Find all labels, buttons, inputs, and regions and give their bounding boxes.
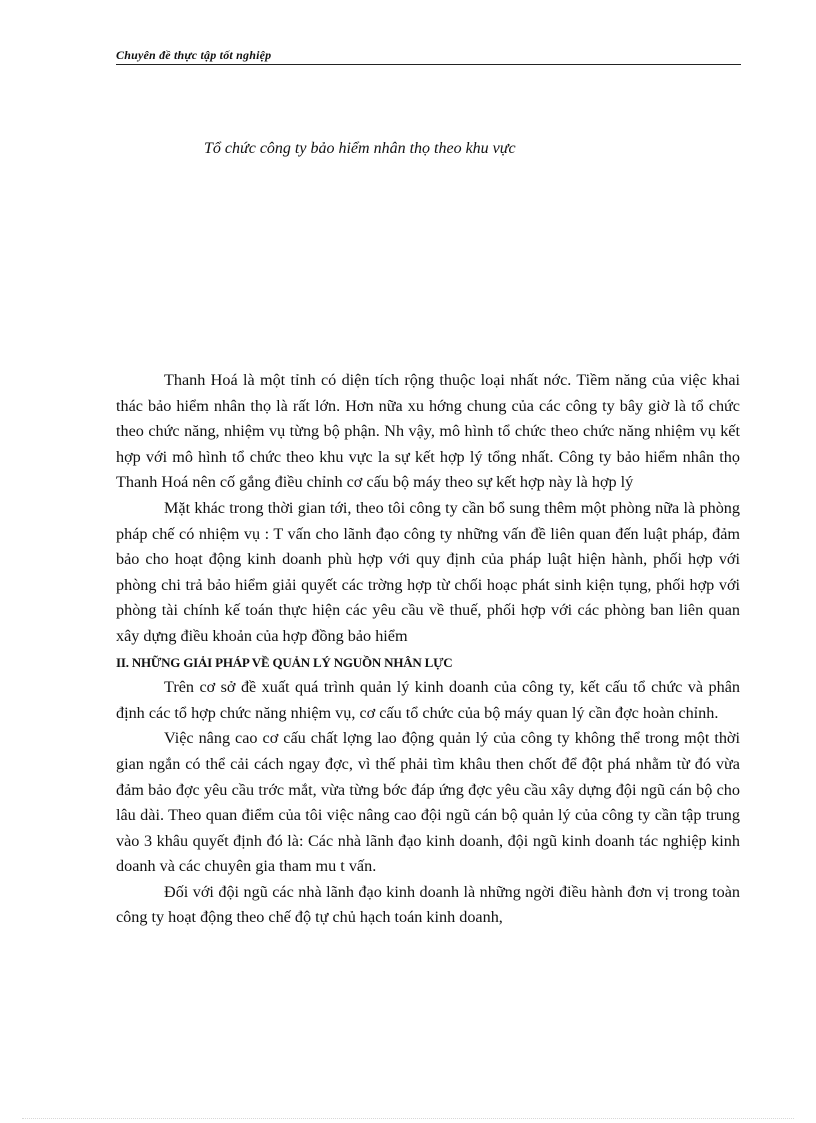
paragraph-2: Mặt khác trong thời gian tới, theo tôi công ty cần bổ sung thêm một phòng nữa là phòng pháp chế có nhiệm vụ : T vấn cho lãnh đạo công ty những vấn đề liên quan đến luật pháp, đảm bảo cho hoạt động kinh doanh phù hợp với quy định của pháp luật hiện hành, phối hợp với phòng chi trả bảo hiểm giải quyết các trờng hợp từ chối hoạc phát sinh kiện tụng, phối hợp với phòng tài chính kế toán thực hiện các yêu cầu về thuế, phối hợp với các phòng ban liên quan xây dựng điều khoản của hợp đồng bảo hiểm [116,498,740,645]
page-header [116,46,741,65]
section-heading: II. NHỮNG GIẢI PHÁP VỀ QUẢN LÝ NGUỒN NHÂN LỰC [116,654,453,670]
diagram-title: Tổ chức công ty bảo hiểm nhân thọ theo khu vực [204,140,516,157]
paragraph-5: Đối với đội ngũ các nhà lãnh đạo kinh doanh là những ngời điều hành đơn vị trong toàn công ty hoạt động theo chế độ tự chủ hạch toán kinh doanh, [116,882,740,927]
paragraph-1: Thanh Hoá là một tỉnh có diện tích rộng thuộc loại nhất nớc. Tiềm năng của việc khai thác bảo hiểm nhân thọ là rất lớn. Hơn nữa xu hớng chung của các công ty bây giờ là tổ chức theo chức năng, nhiệm vụ từng bộ phận. Nh vậy, mô hình tổ chức theo chức năng nhiệm vụ kết hợp với mô hình tổ chức theo khu vực la sự kết hợp lý tổng nhất. Công ty bảo hiểm nhân thọ Thanh Hoá nên cố gắng điều chỉnh cơ cấu bộ máy theo sự kết hợp này là hợp lý [116,371,740,492]
footer-divider [22,1118,794,1119]
document-body [116,368,740,931]
paragraph-3: Trên cơ sở đề xuất quá trình quản lý kinh doanh của công ty, kết cấu tổ chức và phân định các tổ hợp chức năng nhiệm vụ, cơ cấu tổ chức của bộ máy quan lý cần đợc hoàn chỉnh. [116,678,740,722]
header-title: Chuyên đề thực tập tốt nghiệp [116,48,272,62]
paragraph-4: Việc nâng cao cơ cấu chất lợng lao động quản lý của công ty không thể trong một thời gian ngắn có thể cải cách ngay đợc, vì thế phải tìm khâu then chốt để đột phá nhằm từ đó vừa đảm bảo đợc yêu cầu trớc mắt, vừa từng bớc đáp ứng đợc yêu cầu xây dựng đội ngũ cán bộ cho lâu dài. Theo quan điểm của tôi việc nâng cao đội ngũ cán bộ quản lý của công ty cần tập trung vào 3 khâu quyết định đó là: Các nhà lãnh đạo kinh doanh, đội ngũ kinh doanh tác nghiệp kinh doanh và các chuyên gia tham mu t vấn. [116,729,740,876]
